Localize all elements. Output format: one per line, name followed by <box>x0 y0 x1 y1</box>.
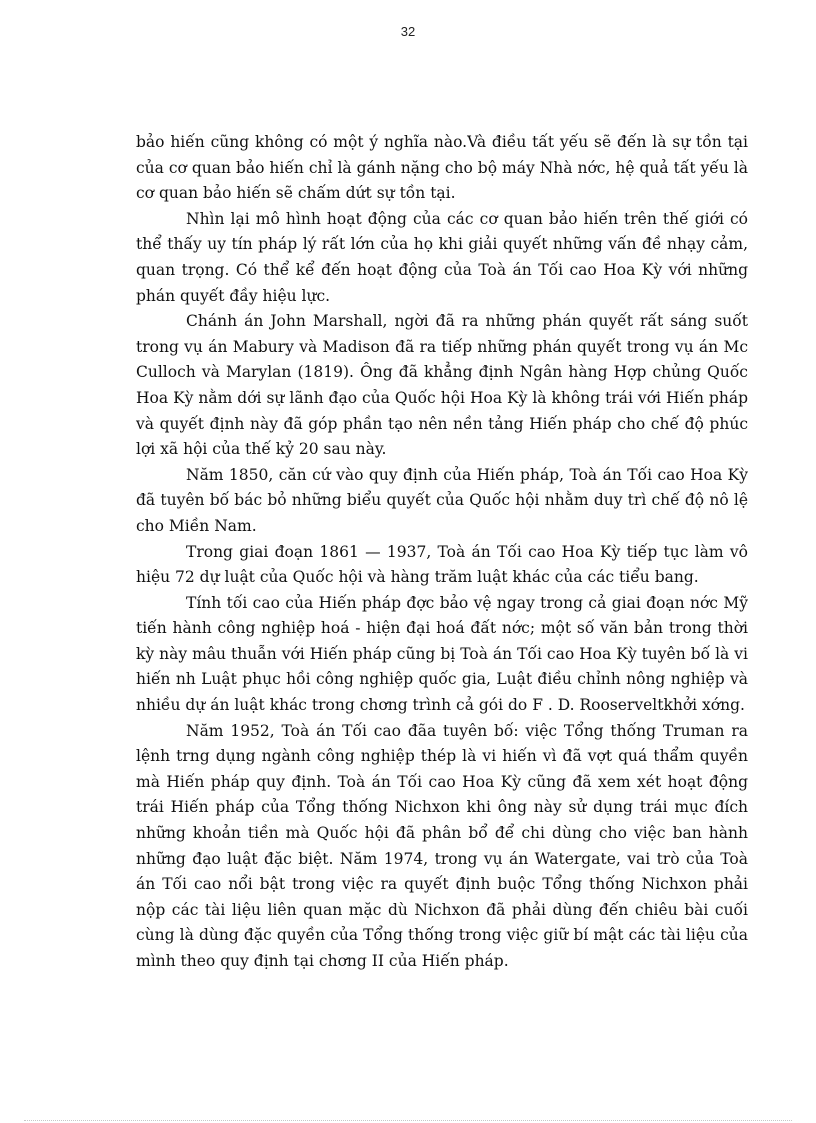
page-number: 32 <box>400 24 416 39</box>
page-bottom-divider <box>24 1120 792 1121</box>
paragraph: Nhìn lại mô hình hoạt động của các cơ quan bảo hiến trên thế giới có thể thấy uy tín pháp lý rất lớn của họ khi giải quyết những vấn đề nhạy cảm, quan trọng. Có thể kể đến hoạt động của Toà án Tối cao Hoa Kỳ với những phán quyết đầy hiệu lực. <box>136 209 748 305</box>
paragraph: Tính tối cao của Hiến pháp đợc bảo vệ ngay trong cả giai đoạn nớc Mỹ tiến hành công nghiệp hoá - hiện đại hoá đất nớc; một số văn bản trong thời kỳ này mâu thuẫn với Hiến pháp cũng bị Toà án Tối cao Hoa Kỳ tuyên bố là vi hiến nh Luật phục hồi công nghiệp quốc gia, Luật điều chỉnh nông nghiệp và nhiều dự án luật khác trong chơng trình cả gói do F . D. Rooserveltkhởi xớng. <box>136 593 748 715</box>
paragraph: Chánh án John Marshall, ngời đã ra những phán quyết rất sáng suốt trong vụ án Mabury và Madison đã ra tiếp những phán quyết trong vụ án Mc Culloch và Marylan (1819). Ông đã khẳng định Ngân hàng Hợp chủng Quốc Hoa Kỳ nằm dới sự lãnh đạo của Quốc hội Hoa Kỳ là không trái với Hiến pháp và quyết định này đã góp phần tạo nên nền tảng Hiến pháp cho chế độ phúc lợi xã hội của thế kỷ 20 sau này. <box>136 312 748 459</box>
paragraph: Năm 1850, căn cứ vào quy định của Hiến pháp, Toà án Tối cao Hoa Kỳ đã tuyên bố bác bỏ những biểu quyết của Quốc hội nhằm duy trì chế độ nô lệ cho Miền Nam. <box>136 465 748 535</box>
paragraph: bảo hiến cũng không có một ý nghĩa nào.Và điều tất yếu sẽ đến là sự tồn tại của cơ quan bảo hiến chỉ là gánh nặng cho bộ máy Nhà nớc, hệ quả tất yếu là cơ quan bảo hiến sẽ chấm dứt sự tồn tại. <box>136 133 748 203</box>
paragraph: Năm 1952, Toà án Tối cao đãa tuyên bố: việc Tổng thống Truman ra lệnh trng dụng ngành công nghiệp thép là vi hiến vì đã vợt quá thẩm quyền mà Hiến pháp quy định. Toà án Tối cao Hoa Kỳ cũng đã xem xét hoạt động trái Hiến pháp của Tổng thống Nichxon khi ông này sử dụng trái mục đích những khoản tiền mà Quốc hội đã phân bổ để chi dùng cho việc ban hành những đạo luật đặc biệt. Năm 1974, trong vụ án Watergate, vai trò của Toà án Tối cao nổi bật trong việc ra quyết định buộc Tổng thống Nichxon phải nộp các tài liệu liên quan mặc dù Nichxon đã phải dùng đến chiêu bài cuối cùng là dùng đặc quyền của Tổng thống trong việc giữ bí mật các tài liệu của mình theo quy định tại chơng II của Hiến pháp. <box>136 721 748 970</box>
body-text <box>136 130 748 975</box>
paragraph: Trong giai đoạn 1861 — 1937, Toà án Tối cao Hoa Kỳ tiếp tục làm vô hiệu 72 dự luật của Quốc hội và hàng trăm luật khác của các tiểu bang. <box>136 542 748 587</box>
